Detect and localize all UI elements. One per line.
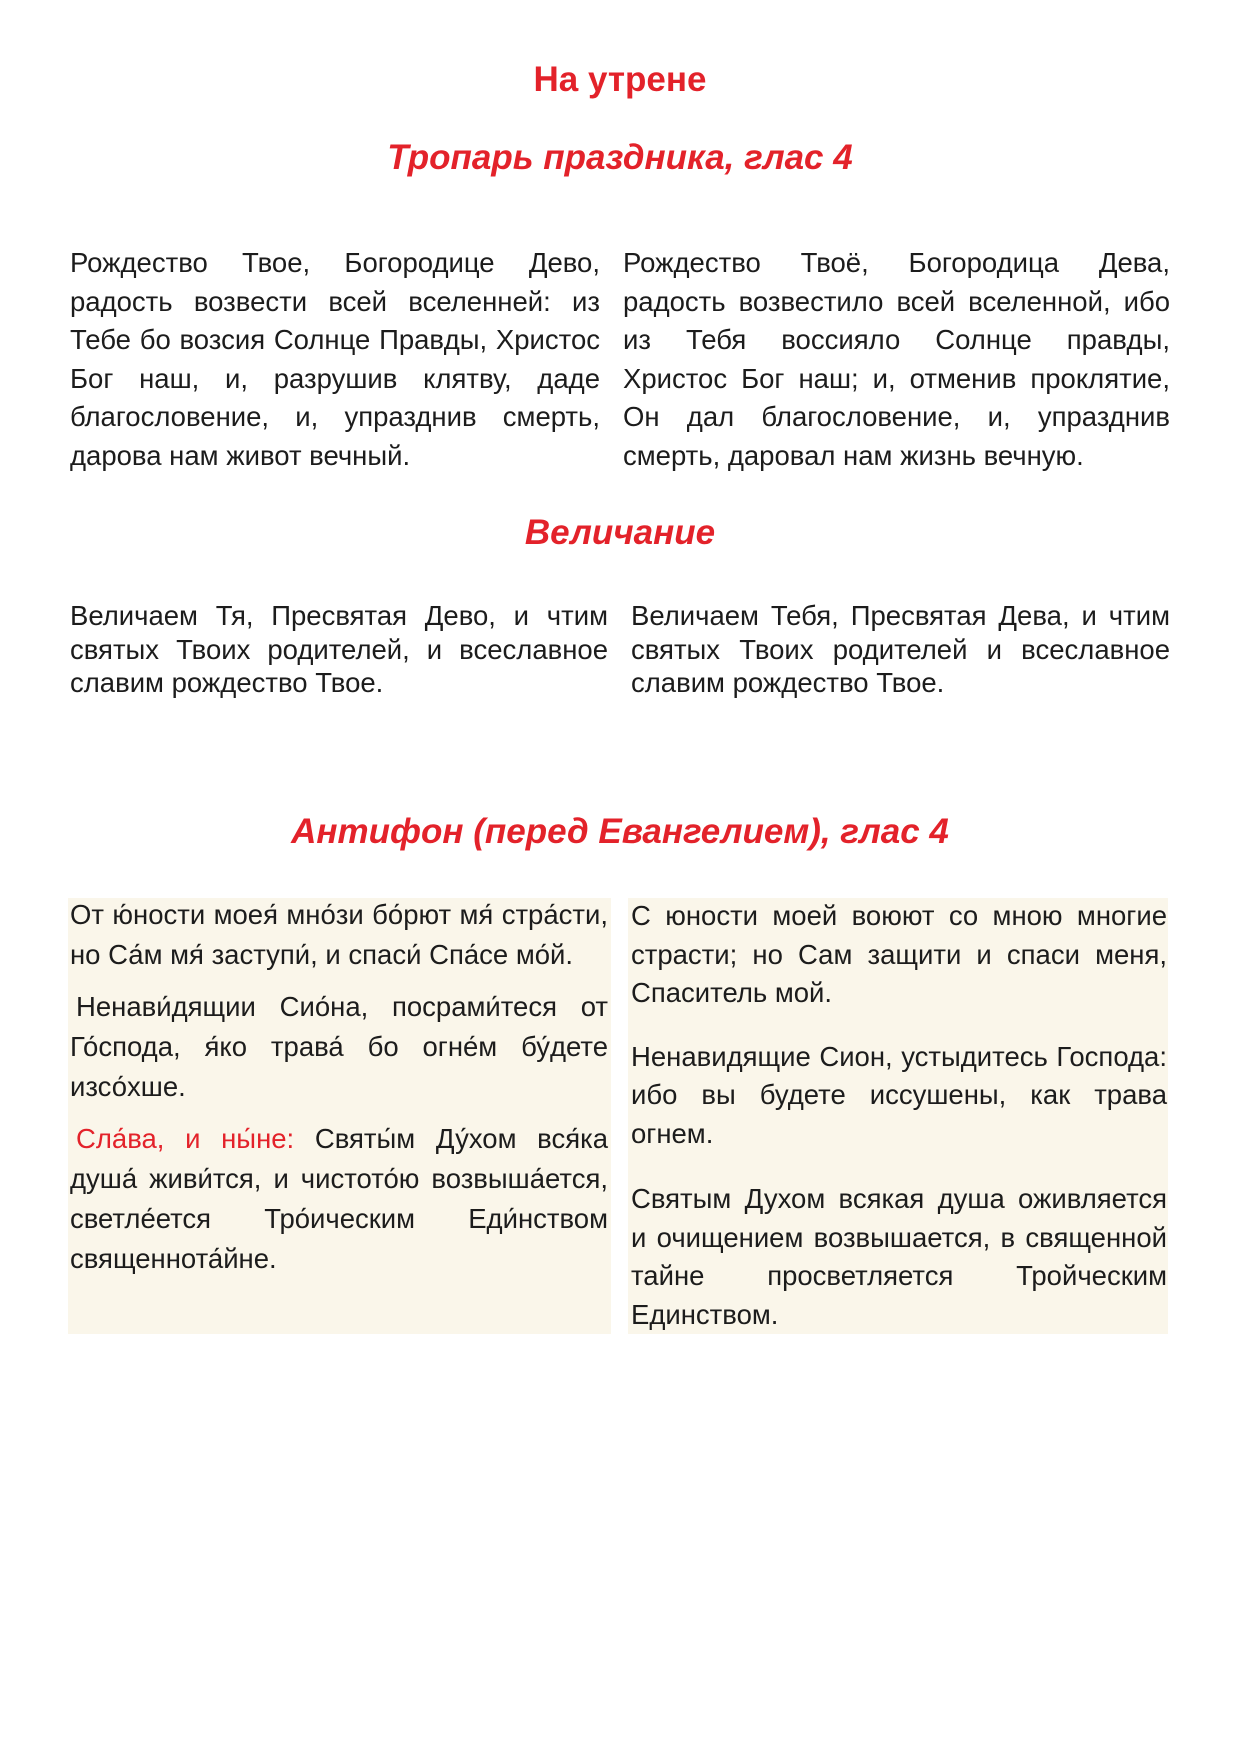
antiphon-church-slavonic-verse-3	[70, 1119, 608, 1279]
antiphon-church-slavonic-verse-3-text: Святы́м Ду́хом вся́ка душа́ живи́тся, и чистото́ю возвыша́ется, светле́ется Тро́ическим Еди́нством священнота́йне.	[70, 1123, 609, 1274]
antiphon-church-slavonic	[70, 895, 608, 1279]
antiphon-church-slavonic-verse-2: Ненави́дящии Сио́на, посрами́теся от Го́спода, я́ко трава́ бо огне́м бу́дете изсо́хше.	[70, 991, 608, 1102]
glory-and-now-label: Сла́ва, и ны́не:	[76, 1123, 295, 1154]
magnification-church-slavonic: Величаем Тя, Пресвятая Дево, и чтим святых Твоих родителей, и всеславное славим рождество Твое.	[70, 600, 608, 698]
antiphon-russian-verse-2: Ненавидящие Сион, устыдитесь Господа: ибо вы будете иссушены, как трава огнем.	[631, 1040, 1167, 1149]
troparion-church-slavonic: Рождество Твое, Богородице Дево, радость возвести всей вселенней: из Тебе бо возсия Солнце Правды, Христос Бог наш, и, разрушив клятву, даде благословение, и, упразднив смерть, дарова нам живот вечный.	[70, 247, 600, 471]
magnification-heading: Величание	[524, 513, 716, 552]
antiphon-russian	[631, 897, 1167, 1334]
magnification-russian: Величаем Тебя, Пресвятая Дева, и чтим святых Твоих родителей и всеславное славим рождество Твое.	[631, 600, 1170, 698]
antiphon-russian-verse-1: С юности моей воюют со мною многие страсти; но Сам защити и спаси меня, Спаситель мой.	[631, 900, 1167, 1008]
antiphon-church-slavonic-verse-1: От ю́ности моея́ мно́зи бо́рют мя́ стра́сти, но Са́м мя́ заступи́, и спаси́ Спа́се мо́й.	[70, 899, 608, 970]
troparion-russian: Рождество Твоё, Богородица Дева, радость возвестило всей вселенной, ибо из Тебя воссияло Солнце правды, Христос Бог наш; и, отменив проклятие, Он дал благословение, и, упразднив смерть, даровал нам жизнь вечную.	[623, 247, 1170, 471]
antiphon-russian-verse-3: Святым Духом всякая душа оживляется и очищением возвышается, в священной тайне просветляется Тройческим Единством.	[631, 1183, 1167, 1330]
section-title-matins: На утрене	[533, 60, 707, 99]
troparion-heading: Тропарь праздника, глас 4	[387, 138, 853, 177]
antiphon-heading: Антифон (перед Евангелием), глас 4	[291, 812, 949, 851]
